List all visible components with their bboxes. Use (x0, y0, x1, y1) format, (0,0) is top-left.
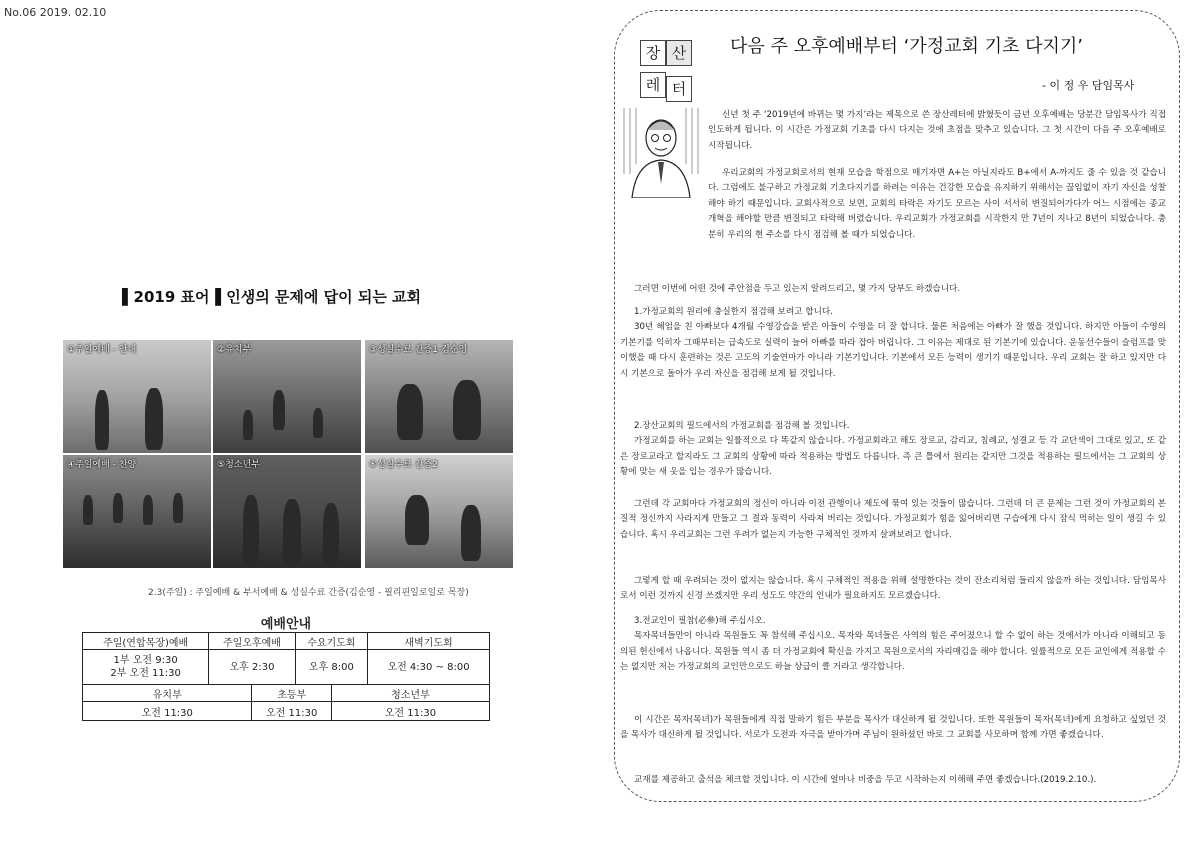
letter-section-2: 2.장산교회의 필드에서의 가정교회를 점검해 볼 것입니다. 가정교회를 하는 교회는 일률적으로 다 똑같지 않습니다. 가정교회라고 해도 장로교, 감리교, 침례교, 성결교 등 각 교단색이 그대로 있고, 또 같은 장로교라고 할지라도 그 교회의 상황에 따라 적용하는 방법도 다릅니다. 즉 큰 틀에서 원리는 같지만 그것을 적용하는 필드에서는 그 교회의 상황에 맞는 새 옷을 입는 경우가 많습니다. (620, 421, 1166, 478)
letter-paragraph-11: 이 시간은 목자(목녀)가 목원들에게 직접 말하기 힘든 부분을 목사가 대신하게 될 것입니다. 또한 목원들이 목자(목녀)에게 요청하고 싶었던 것을 목사가 대신하게 될 것입니다. 서로가 도전과 자극을 받아가며 주님이 원하셨던 바로 그 교회를 사모하며 함께 가면 좋겠습니다. (620, 715, 1166, 741)
letter-paragraph-12: 교재를 제공하고 출석을 체크할 것입니다. 이 시간에 얼마나 비중을 두고 시작하는지 이해해 주면 좋겠습니다.(2019.2.10.). (634, 775, 1097, 785)
dept-time: 오전 11:30 (252, 702, 331, 721)
letter-paragraph-8: 그렇게 할 때 우려되는 것이 없지는 않습니다. 혹시 구체적인 적용을 위해 설명한다는 것이 잔소리처럼 들리지 않을까 하는 것입니다. 담임목사로서 이런 것까지 신경 쓰겠지만 우리 성도도 약간의 인내가 필요하지도 모르겠습니다. (620, 576, 1166, 602)
photo-6 (364, 454, 514, 569)
logo-tile: 장 (640, 40, 666, 66)
logo-tile: 터 (666, 76, 692, 102)
photo-label: ①주일예배 - 안내 (67, 345, 137, 355)
photo-label: ③성실수료 간증1-김순영 (369, 345, 468, 355)
issue-number: No.06 2019. 02.10 (4, 6, 107, 19)
photo-label: ②유치부 (217, 345, 252, 355)
letter-section-3: 3.전교인이 필참(必參)해 주십시오. 목자목녀들만이 아니라 목원들도 꼭 참석해 주십시오. 목자와 목녀들은 사역의 힘은 주어졌으니 할 수 없이 하는 것에서가 아니라 이해되고 동의된 헌신에서 나옵니다. 목원들 역시 좀 더 가정교회에 확신을 가지고 목원으로서의 자리매김을 해야 합니다. 일률적으로 모든 교인에게 적용할 수는 없지만 저는 가정교회의 교인만으로도 하늘 상급이 클 거라고 생각합니다. (620, 616, 1166, 673)
worship-time: 오전 4:30 ~ 8:00 (368, 650, 490, 685)
dept-time: 오전 11:30 (83, 702, 252, 721)
dept-header: 초등부 (252, 685, 331, 702)
letter-section-1: 1.가정교회의 원리에 충실한지 점검해 보려고 합니다. 30년 헤엄을 친 아빠보다 4개월 수영강습을 받은 아들이 수영을 더 잘 합니다. 물론 처음에는 아빠가 잘 했을 것입니다. 하지만 아들이 수영의 기본기를 익히자 그때부터는 급속도로 실력이 늘어 아빠를 따라 잡아 버립니다. 그 이유는 제대로 된 기본기에 있습니다. 운동선수들이 슬럼프를 맞이했을 때 다시 훈련하는 것은 고도의 기술연마가 아니라 기본기입니다. 기본에서 모든 능력이 생기기 때문입니다. 우리 교회는 잘 하고 있지만 다시 기본으로 돌아가 우리 자신을 점검해 보게 될 것입니다. (620, 307, 1166, 379)
logo-tile: 레 (640, 72, 666, 98)
worship-header: 수요기도회 (295, 633, 367, 650)
photo-4 (62, 454, 212, 569)
photo-label: ④주일예배 - 찬양 (67, 460, 137, 470)
worship-header: 새벽기도회 (368, 633, 490, 650)
photo-1 (62, 339, 212, 454)
photo-label: ⑥성실수료 간증2 (369, 460, 438, 470)
dept-header: 유치부 (83, 685, 252, 702)
photo-label: ⑤청소년부 (217, 460, 260, 470)
worship-header: 주일오후예배 (209, 633, 295, 650)
worship-time: 오후 2:30 (209, 650, 295, 685)
letter-byline: - 이 정 우 담임목사 (1042, 79, 1135, 92)
letter-title: 다음 주 오후예배부터 ‘가정교회 기초 다지기’ (730, 36, 1084, 57)
photo-caption: 2.3(주일) : 주일예배 & 부서예배 & 성실수료 간증(김순영 - 필리핀일로일로 목장) (148, 588, 469, 598)
letter-paragraph-2: 우리교회의 가정교회로서의 현재 모습을 학점으로 매기자면 A+는 아닐지라도 B+에서 A-까지도 줄 수 있을 것 같습니다. 그럼에도 불구하고 가정교회 기초다지기를 하려는 이유는 건강한 모습을 유지하기 위해서는 끊임없이 자기 자신을 성찰해야 하기 때문입니다. 교회사적으로 보면, 교회의 타락은 자기도 모르는 사이 서서히 변질되어가다가 어느 시점에는 종교개혁을 해야할 만큼 변질되고 타락해 버렸습니다. 우리교회가 가정교회를 시작한지 만 7년이 지나고 8년이 되었습니다. 충분히 우리의 현 주소를 다시 점검해 볼 때가 되었습니다. (708, 168, 1166, 240)
letter-paragraph-7: 그런데 각 교회마다 가정교회의 정신이 아니라 이전 관행이나 제도에 묶여 있는 것들이 많습니다. 그런데 더 큰 문제는 그런 것이 가정교회의 본질적 정신까지 사라지게 만들고 그 결과 동력이 사라져 버리는 것입니다. 가정교회가 힘을 잃어버리면 구습에게 다시 잠식 먹히는 일이 생길 수 있습니다. 혹시 우리교회는 그런 우려가 없는지 가능한 구체적인 것까지 살펴보려고 합니다. (620, 499, 1166, 540)
photo-3 (364, 339, 514, 454)
worship-title: 예배안내 (260, 616, 312, 632)
dept-time: 오전 11:30 (331, 702, 489, 721)
worship-time: 오후 8:00 (295, 650, 367, 685)
letter-paragraph-3: 그러면 이번에 어떤 것에 주안점을 두고 있는지 알려드리고, 몇 가지 당부도 하겠습니다. (634, 284, 961, 294)
worship-schedule-table (82, 612, 490, 721)
letter-paragraph-1: 신년 첫 주 ‘2019년에 바뀌는 몇 가지’라는 제목으로 쓴 장산레터에 밝혔듯이 금년 오후예배는 당분간 담임목사가 직접 인도하게 됩니다. 이 시간은 가정교회 기초를 다시 다지는 것에 초점을 맞추고 있습니다. 그 첫 시간이 다음 주 오후예배로 시작됩니다. (708, 110, 1166, 151)
photo-5 (212, 454, 362, 569)
motto-heading: ▌2019 표어▐ 인생의 문제에 답이 되는 교회 (122, 288, 422, 306)
photo-2 (212, 339, 362, 454)
dept-header: 청소년부 (331, 685, 489, 702)
logo-tile: 산 (666, 40, 692, 66)
worship-time: 1부 오전 9:30 2부 오전 11:30 (83, 650, 209, 685)
worship-header: 주일(연합목장)예배 (83, 633, 209, 650)
